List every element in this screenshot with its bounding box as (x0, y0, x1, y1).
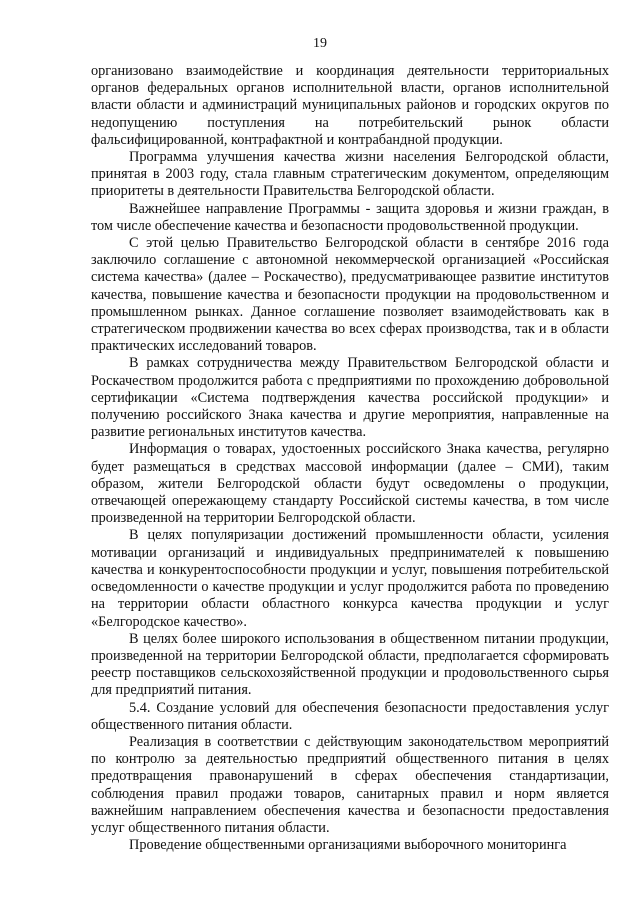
paragraph-roskachestvo-agreement: С этой целью Правительство Белгородской области в сентябре 2016 года заключило соглашение с автономной некоммерческой организацией «Российская система качества» (далее – Роскачество), предусматривающее развитие институтов качества, повышение качества и безопасности продукции на продовольственном и промышленном рынках. Данное соглашение позволяет взаимодействовать как в стратегическом продвижении качества во всех сферах производства, так и в области практических исследований товаров. (91, 235, 609, 355)
paragraph-continuation: организовано взаимодействие и координация деятельности территориальных органов федеральных органов исполнительной власти, органов исполнительной власти области и администраций муниципальных районов и городских округов по недопущению поступления на потребительский рынок области фальсифицированной, контрафактной и контрабандной продукции. (91, 63, 609, 148)
paragraph-monitoring: Проведение общественными организациями выборочного мониторинга (129, 837, 567, 854)
paragraph-media-information: Информация о товарах, удостоенных российского Знака качества, регулярно будет размещаться в средствах массовой информации (далее – СМИ), таким образом, жители Белгородской области будут осведомлены о продукции, отвечающей опережающему стандарту Российской системы качества, в том числе произведенной на территории Белгородской области. (91, 441, 609, 527)
paragraph-catering-control: Реализация в соответствии с действующим законодательством мероприятий по контролю за деятельностью предприятий общественного питания в целях предотвращения правонарушений в сферах обеспечения стандартизации, соблюдения правил продажи товаров, санитарных правил и норм является важнейшим направлением обеспечения качества и безопасности предоставления услуг общественного питания области. (91, 733, 609, 836)
paragraph-cooperation: В рамках сотрудничества между Правительством Белгородской области и Роскачеством продолжится работа с предприятиями по прохождению добровольной сертификации «Система подтверждения качества российской продукции» и получению российского Знака качества и другие мероприятия, направленные на развитие региональных институтов качества. (91, 355, 609, 441)
section-heading-5-4: 5.4. Создание условий для обеспечения безопасности предоставления услуг общественного питания области. (91, 699, 609, 733)
page-number: 19 (313, 36, 327, 51)
paragraph-belgorod-quality-contest: В целях популяризации достижений промышленности области, усиления мотивации организаций и индивидуальных предпринимателей к повышению качества и конкурентоспособности продукции и услуг, повышения потребительской осведомленности о качестве продукции и услуг продолжится работа по проведению на территории области областного конкурса качества продукции и услуг «Белгородское качество». (91, 527, 609, 630)
document-body (91, 63, 609, 854)
paragraph-quality-program: Программа улучшения качества жизни населения Белгородской области, принятая в 2003 году, стала главным стратегическим документом, определяющим приоритеты в деятельности Правительства Белгородской области. (91, 149, 609, 200)
paragraph-program-direction: Важнейшее направление Программы - защита здоровья и жизни граждан, в том числе обеспечение качества и безопасности продовольственной продукции. (91, 200, 609, 234)
paragraph-supplier-registry: В целях более широкого использования в общественном питании продукции, произведенной на территории Белгородской области, предполагается сформировать реестр поставщиков сельскохозяйственной продукции и продовольственного сырья для предприятий питания. (91, 630, 609, 699)
